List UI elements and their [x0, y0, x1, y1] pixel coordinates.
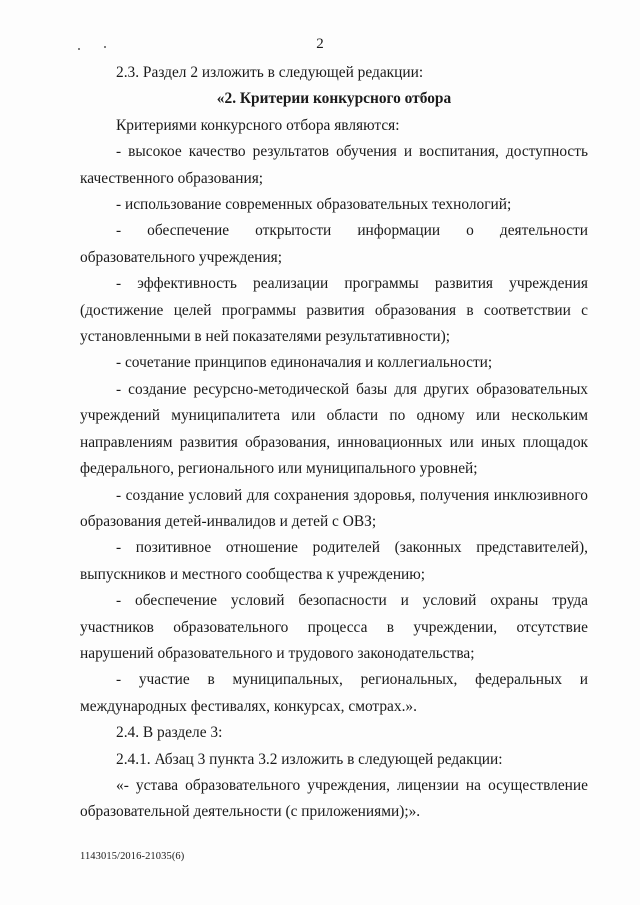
criterion-item: - использование современных образовательных технологий; — [116, 196, 512, 214]
section-heading: «2. Критерии конкурсного отбора — [216, 90, 452, 108]
section-3-item: 2.4.1. Абзац 3 пункта 3.2 изложить в следующей редакции: — [116, 750, 503, 768]
criterion-item: - высокое качество результатов обучения и воспитания, доступность качественного образования; — [80, 143, 588, 187]
criteria-lead: Критериями конкурсного отбора являются: — [116, 116, 400, 134]
scan-speck — [78, 48, 80, 50]
criterion-item: - обеспечение условий безопасности и условий охраны труда участников образовательного процесса в учреждении, отсутствие нарушений образовательного и трудового законодательства; — [80, 592, 588, 662]
section-3-intro: 2.4. В разделе 3: — [116, 724, 223, 742]
criterion-item: - позитивное отношение родителей (законных представителей), выпускников и местного сообщества к учреждению; — [80, 539, 588, 583]
criterion-item: - создание условий для сохранения здоровья, получения инклюзивного образования детей-инвалидов и детей с ОВЗ; — [80, 486, 588, 530]
criterion-item: - обеспечение открытости информации о деятельности образовательного учреждения; — [80, 222, 588, 266]
document-body — [80, 60, 588, 826]
section-intro: 2.3. Раздел 2 изложить в следующей редакции: — [116, 64, 424, 81]
scan-speck — [104, 46, 106, 48]
page-number: 2 — [316, 36, 324, 52]
criterion-item: - сочетание принципов единоначалия и коллегиальности; — [116, 354, 493, 372]
criterion-item: - создание ресурсно-методической базы для других образовательных учреждений муниципалитета или области по одному или нескольким направлениям развития образования, инновационных или иных площадок федерального, регионального или муниципального уровней; — [80, 380, 588, 478]
section-3-quote: «- устава образовательного учреждения, лицензии на осуществление образовательной деятельности (с приложениями);». — [80, 776, 588, 821]
criterion-item: - участие в муниципальных, региональных, федеральных и международных фестивалях, конкурсах, смотрах.». — [80, 671, 588, 715]
criterion-item: - эффективность реализации программы развития учреждения (достижение целей программы развития образования в соответствии с установленными в ней показателями результативности); — [80, 275, 588, 346]
document-code: 1143015/2016-21035(6) — [80, 851, 185, 862]
